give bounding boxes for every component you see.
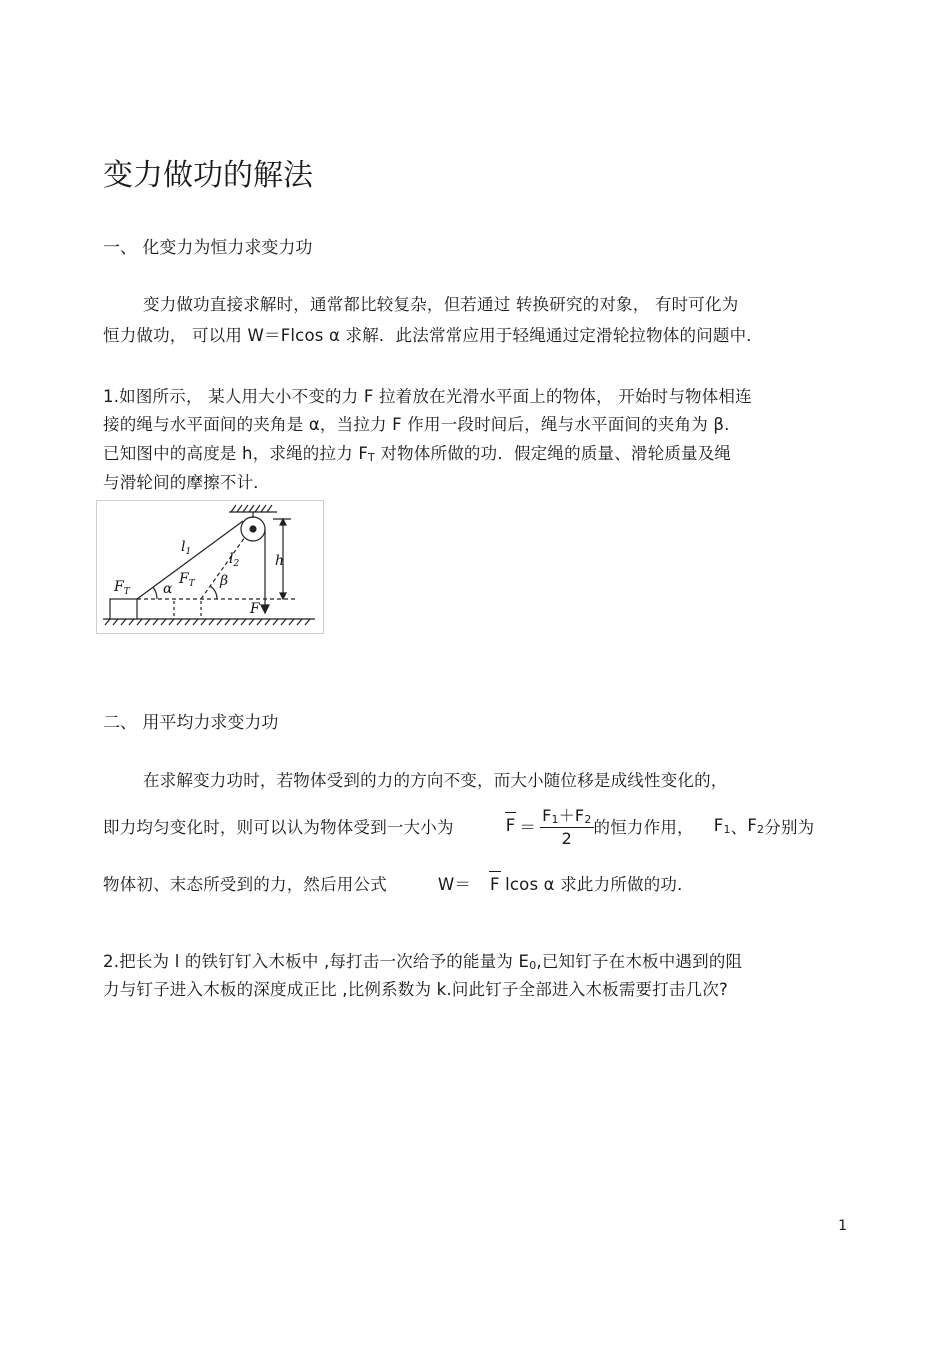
label-f: F (250, 601, 260, 617)
problem1-line3-text-a: 已知图中的高度是 h，求绳的拉力 F (103, 444, 369, 463)
pulley-diagram-svg (97, 501, 323, 633)
block (110, 599, 137, 619)
f2-symbol: $F_2$ (747, 815, 765, 836)
problem1-line3-text-b: 对物体所做的功．假定绳的质量、滑轮质量及绳 (374, 444, 732, 463)
label-l2: $l_2$ (229, 551, 240, 569)
section2-line2-text-c: 分别为 (764, 817, 815, 837)
f-bar-2: F (489, 875, 500, 894)
section1-heading: 一、 化变力为恒力求变力功 (103, 238, 313, 258)
section2-line3-text-a: 物体初、末态所受到的力，然后用公式 (103, 875, 387, 894)
section2-heading: 二、 用平均力求变力功 (103, 713, 279, 733)
page-number: 1 (838, 1218, 847, 1234)
fraction-numerator: $F_1+F_2$ (540, 803, 593, 828)
f1-symbol: $F_1$ (713, 815, 731, 836)
fraction-denominator: 2 (561, 829, 573, 848)
f-bar: F (505, 816, 516, 835)
section2-line3 (103, 871, 694, 895)
label-beta: β (220, 573, 229, 589)
problem1-line3 (103, 440, 731, 464)
section2-line2-text-a: 即力均匀变化时，则可以认为物体受到一大小为 (103, 817, 454, 837)
problem2-line1 (103, 948, 742, 972)
force-arrow (261, 605, 269, 613)
pulley-diagram (96, 500, 324, 634)
problem1-ft-subscript: T (368, 451, 375, 464)
problem2-line1-text-b: ,已知钉子在木板中遇到的阻 (536, 952, 743, 971)
section1-paragraph-line1: 变力做功直接求解时，通常都比较复杂，但若通过 转换研究的对象， 有时可化为 (143, 295, 739, 314)
section2-line2 (103, 803, 814, 848)
problem1-line4: 与滑轮间的摩擦不计． (103, 473, 270, 492)
equals-sign: ＝ (519, 817, 537, 837)
label-h: h (275, 553, 285, 569)
average-force-fraction (540, 803, 593, 848)
label-l1: $l_1$ (181, 539, 192, 557)
problem2-line1-text-a: 2.把长为 l 的铁钉钉入木板中 ,每打击一次给予的能量为 E (103, 952, 530, 971)
label-ft-mid: $F_T$ (179, 571, 195, 589)
section2-line3-text-b: lcos α 求此力所做的功． (505, 875, 694, 894)
problem1-line1: 1.如图所示， 某人用大小不变的力 F 拉着放在光滑水平面上的物体， 开始时与物体相连 (103, 387, 752, 406)
label-ft-left: $F_T$ (114, 579, 130, 597)
label-alpha: α (163, 581, 173, 597)
page-title: 变力做功的解法 (103, 158, 313, 193)
section2-line1: 在求解变力功时，若物体受到的力的方向不变，而大小随位移是成线性变化的， (143, 771, 728, 790)
section2-line2-text-b: 的恒力作用， (593, 817, 694, 837)
e0-subscript: 0 (529, 959, 537, 972)
section1-paragraph-line2: 恒力做功， 可以用 W＝Flcos α 求解．此法常常应用于轻绳通过定滑轮拉物体的问题中． (103, 326, 764, 345)
work-equals: W＝ (437, 875, 472, 894)
problem1-line2: 接的绳与水平面间的夹角是 α，当拉力 F 作用一段时间后，绳与水平面间的夹角为 β. (103, 415, 730, 434)
separator: 、 (730, 817, 748, 837)
problem2-line2: 力与钉子进入木板的深度成正比 ,比例系数为 k.问此钉子全部进入木板需要打击几次? (103, 980, 728, 999)
